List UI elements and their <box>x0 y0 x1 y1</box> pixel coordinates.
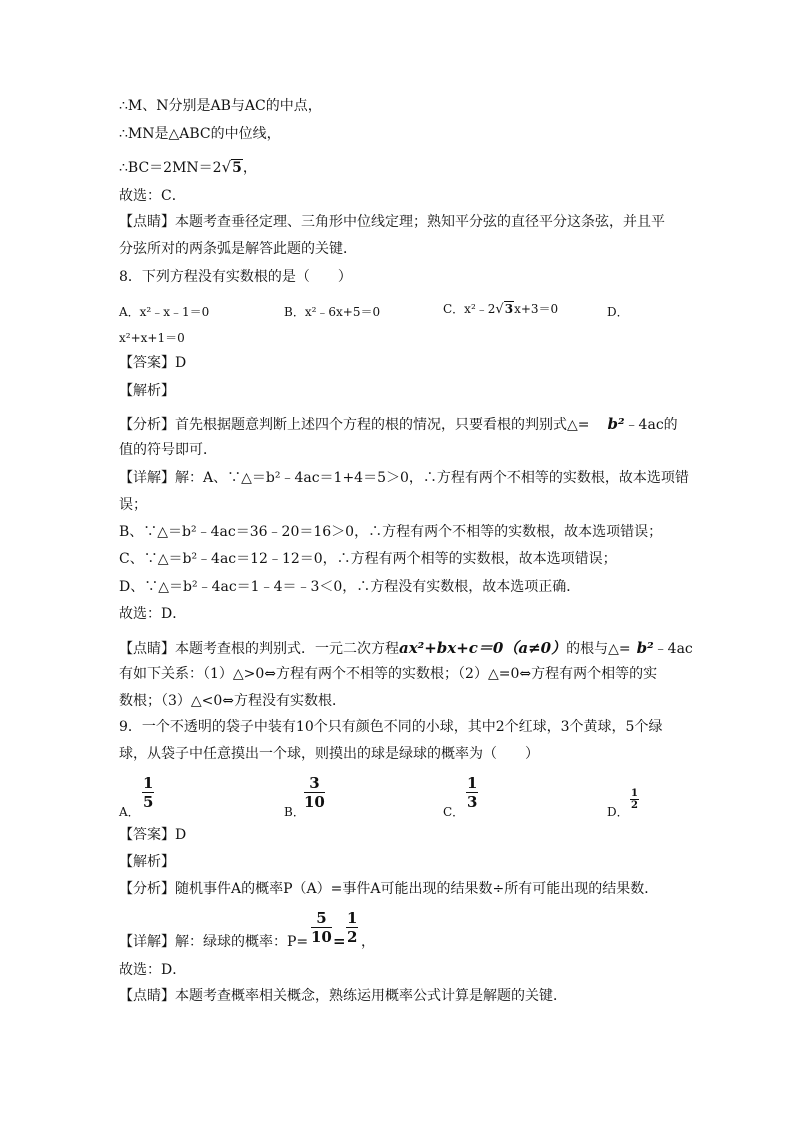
text-line: 故选：D． <box>119 606 187 622</box>
text-span: ﹣4ac的 <box>624 417 678 433</box>
radical: √3 <box>495 302 514 317</box>
text-span: 【点睛】本题考查根的判别式．一元二次方程 <box>119 641 399 657</box>
text-line: 误； <box>119 497 147 513</box>
numerator: 1 <box>631 788 638 799</box>
radical: √5 <box>221 158 242 176</box>
text-line: 数根；（3）△<0⇔方程没有实数根． <box>119 693 347 709</box>
numerator: 1 <box>143 774 154 792</box>
option-b: B．x²﹣6x+5＝0 <box>284 305 381 319</box>
math-b-squared: b² <box>636 639 654 657</box>
numerator: 1 <box>467 774 478 792</box>
text-line: 【点睛】本题考查概率相关概念，熟练运用概率公式计算是解题的关键． <box>119 988 567 1004</box>
denominator: 3 <box>467 793 478 811</box>
numerator: 3 <box>309 774 320 792</box>
text-line: 故选：D． <box>119 962 187 978</box>
text-line: 球，从袋子中任意摸出一个球，则摸出的球是绿球的概率为（ ） <box>119 746 539 762</box>
radicand: 3 <box>504 302 514 316</box>
fraction-1-5 <box>142 774 154 811</box>
text-span: ∴BC＝2MN＝2 <box>119 160 222 176</box>
text-line: 值的符号即可． <box>119 442 217 458</box>
text-line: 【详解】解：A、∵△＝b²﹣4ac＝1+4＝5＞0，∴方程有两个不相等的实数根，故本选项错 <box>119 470 689 486</box>
text-span: 的根与△= <box>566 641 631 657</box>
denominator: 5 <box>143 793 154 811</box>
analysis-label: 【解析】 <box>119 854 175 870</box>
answer-label: 【答案】D <box>119 355 187 371</box>
text-line: 【详解】解：绿球的概率：P= <box>119 934 309 950</box>
text-line: ∴MN是△ABC的中位线， <box>119 126 281 142</box>
answer-label: 【答案】D <box>119 827 187 843</box>
equals-sign: = <box>333 932 346 950</box>
denominator: 10 <box>311 928 332 946</box>
option-c: C． <box>443 805 465 819</box>
text-span: x+3＝0 <box>514 302 559 316</box>
text-span: 【分析】首先根据题意判断上述四个方程的根的情况，只要看根的判别式△= <box>119 417 590 433</box>
text-line: 分弦所对的两条弧是解答此题的关键． <box>119 241 357 257</box>
option-b: B． <box>284 805 305 819</box>
numerator: 1 <box>347 909 358 927</box>
text-line <box>119 158 257 177</box>
option-d: D． <box>607 305 629 319</box>
option-d: D． <box>607 805 629 819</box>
text-span: ， <box>242 160 257 176</box>
text-line: 有如下关系：（1）△>0⇔方程有两个不相等的实数根；（2）△=0⇔方程有两个相等的实 <box>119 666 658 682</box>
numerator: 5 <box>316 909 327 927</box>
denominator: 2 <box>347 928 358 946</box>
text-line <box>119 639 693 658</box>
fraction-5-10 <box>311 909 332 946</box>
text-line: B、∵△＝b²﹣4ac＝36﹣20＝16＞0，∴方程有两个不相等的实数根，故本选项错误； <box>119 524 663 540</box>
denominator: 2 <box>631 800 638 811</box>
option-c <box>443 300 558 317</box>
analysis-label: 【解析】 <box>119 383 175 399</box>
text-line: ， <box>361 934 375 950</box>
math-condition: （a≠0） <box>503 639 567 657</box>
denominator: 10 <box>304 793 325 811</box>
math-equation: ax²+bx+c＝0 <box>399 639 504 657</box>
math-b-squared: b² <box>607 415 625 433</box>
fraction-1-2 <box>630 788 639 811</box>
fraction-1-2 <box>346 909 358 946</box>
text-span: ﹣4ac <box>653 641 693 657</box>
text-line: C、∵△＝b²﹣4ac＝12﹣12＝0，∴方程有两个相等的实数根，故本选项错误； <box>119 551 617 567</box>
text-line: D、∵△＝b²﹣4ac＝1﹣4＝﹣3＜0，∴方程没有实数根，故本选项正确． <box>119 579 581 595</box>
fraction-3-10 <box>304 774 325 811</box>
text-line: 【分析】随机事件A的概率P（A）=事件A可能出现的结果数÷所有可能出现的结果数． <box>119 881 659 897</box>
question-8: 8．下列方程没有实数根的是（ ） <box>119 269 352 285</box>
text-line: 【点睛】本题考查垂径定理、三角形中位线定理；熟知平分弦的直径平分这条弦，并且平 <box>119 214 665 230</box>
radicand: 5 <box>232 160 242 176</box>
text-span: C．x²﹣2 <box>443 302 496 316</box>
option-a: A． <box>119 805 140 819</box>
question-9: 9．一个不透明的袋子中装有10个只有颜色不同的小球，其中2个红球，3个黄球，5个绿 <box>119 719 663 735</box>
text-line <box>119 415 678 434</box>
text-line: ∴M、N分别是AB与AC的中点， <box>119 98 322 114</box>
text-line: 故选：C． <box>119 188 186 204</box>
option-a: A．x²﹣x﹣1＝0 <box>119 305 210 319</box>
fraction-1-3 <box>466 774 478 811</box>
option-d-equation: x²+x+1＝0 <box>119 331 185 345</box>
